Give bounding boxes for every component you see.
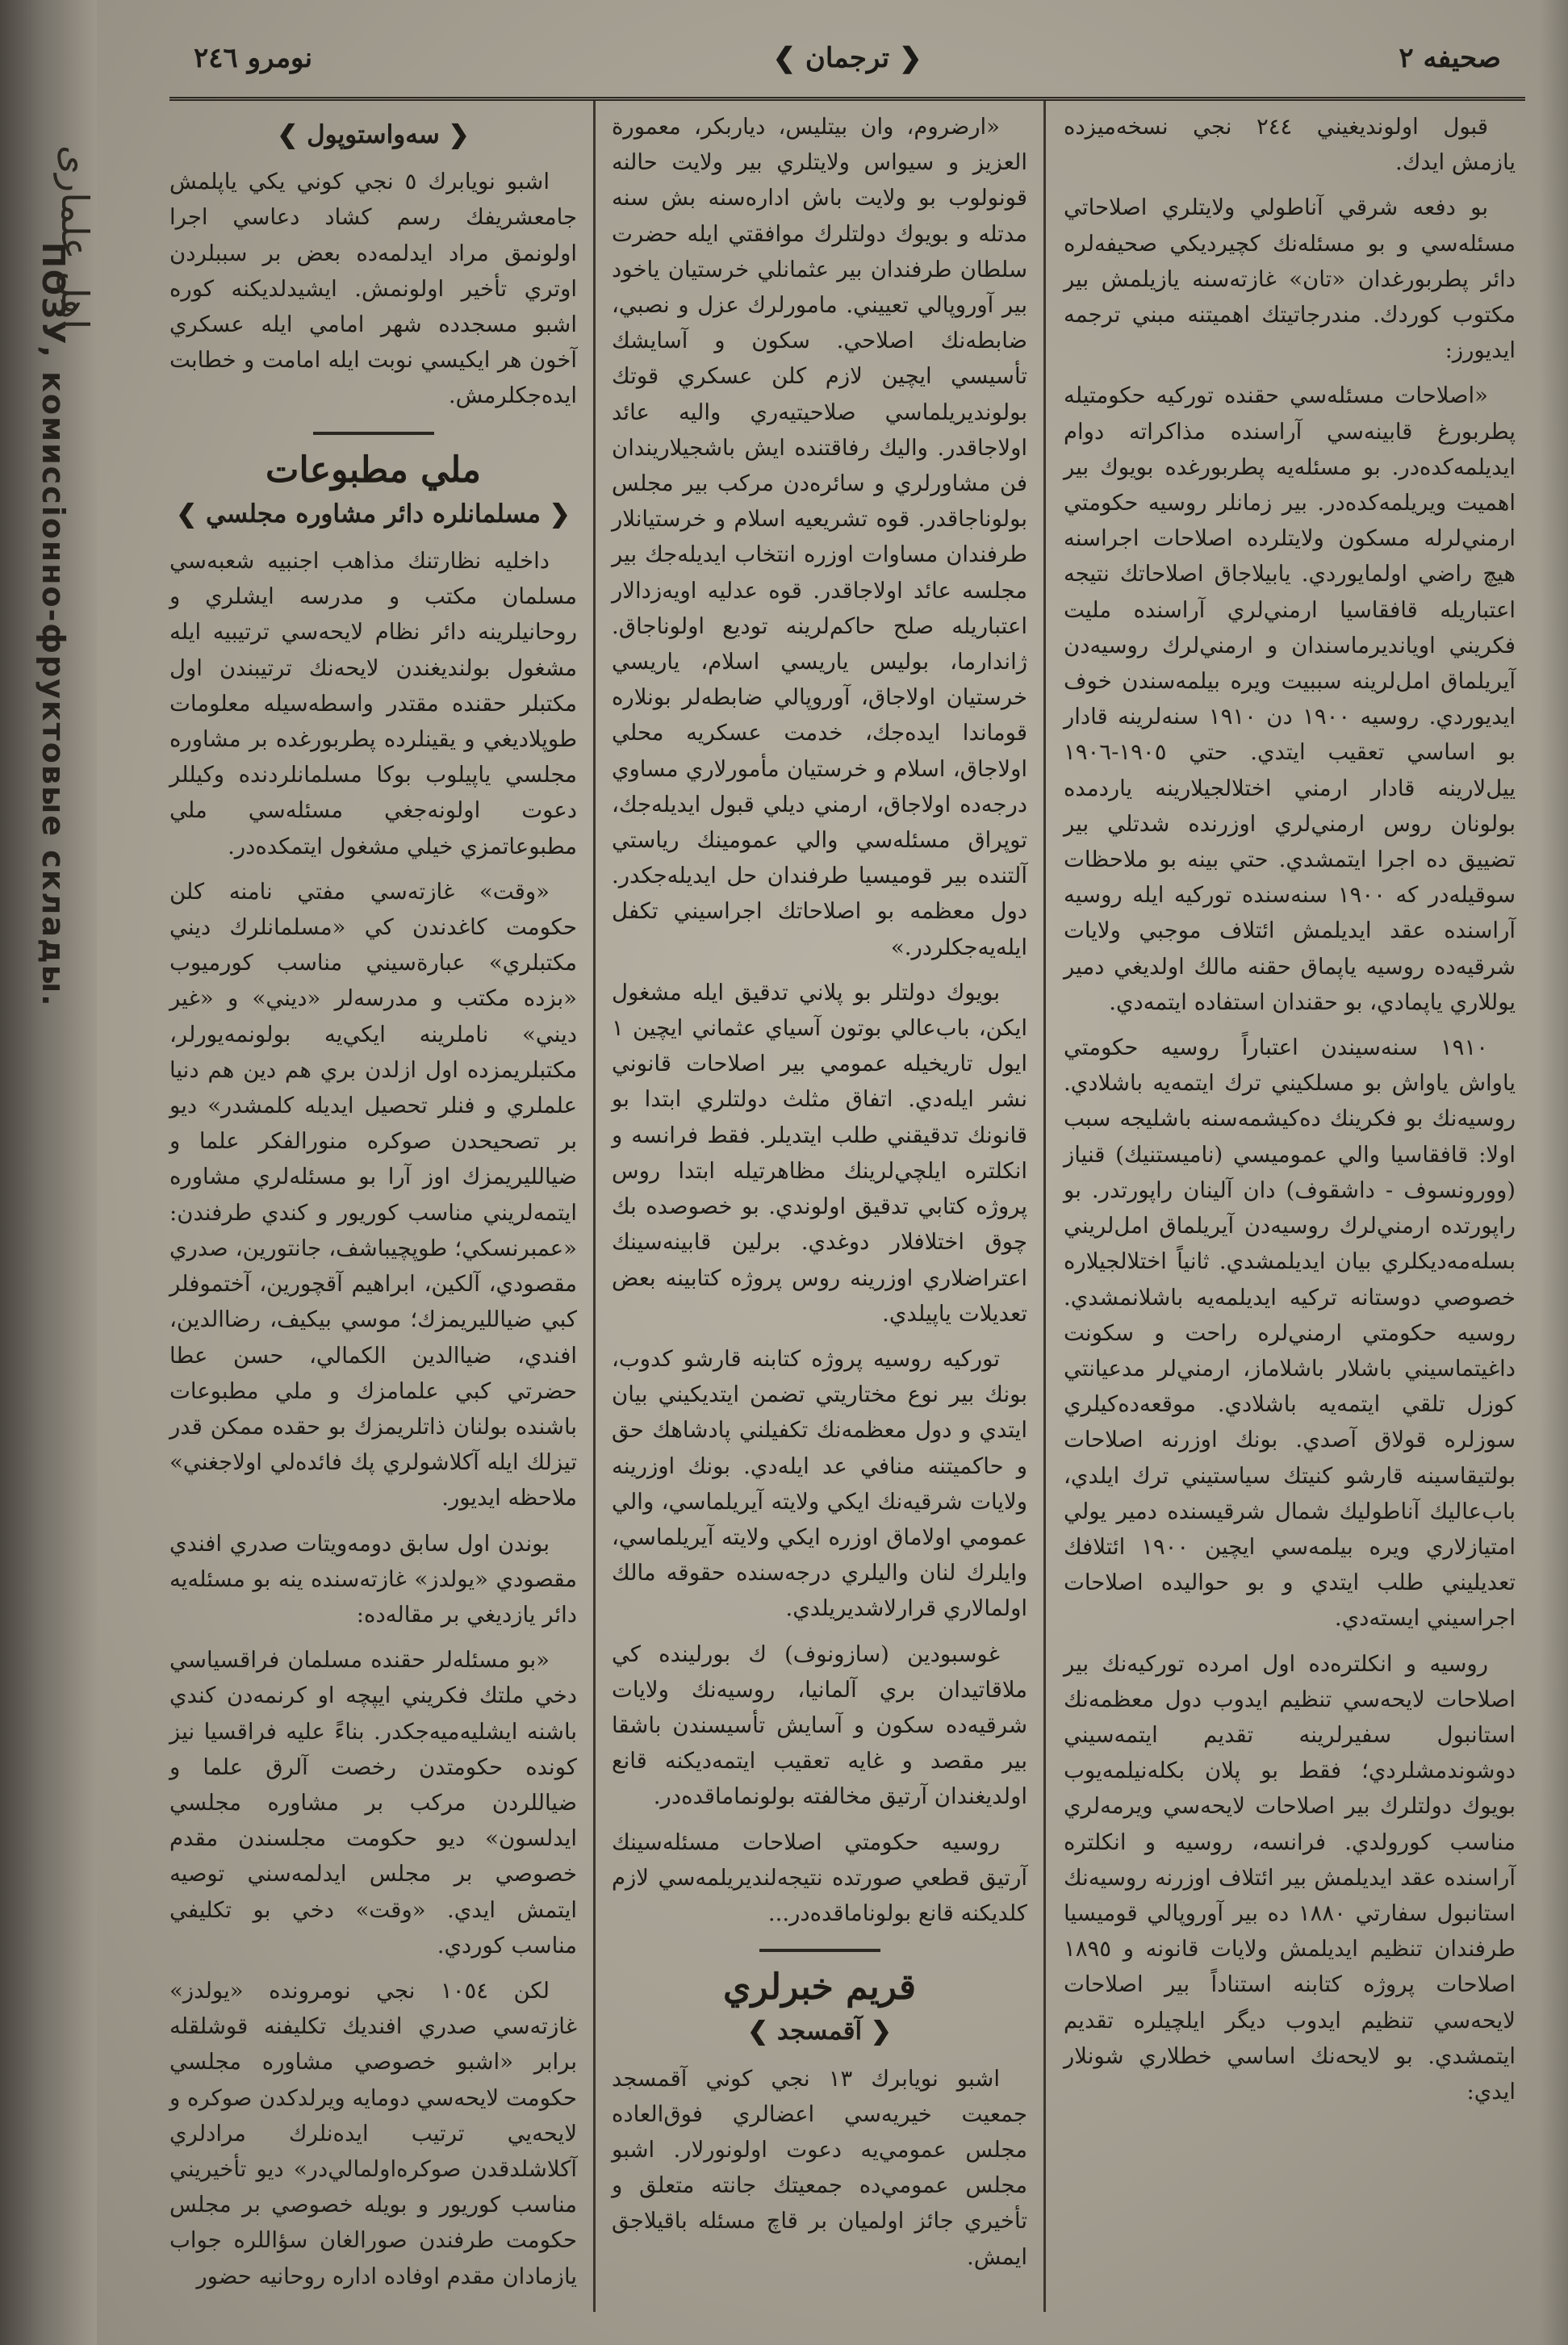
paragraph: بويوك دولتلر بو پلاني تدقيق ايله مشغول ايكن، باب‌عالي بوتون آسياي عثماني ايچين ١ ايول تاريخيله عمومي بير اصلاحات قانوني نشر ايله‌دي. اتفاق مثلث دولتلري ابتدا بو قانونك تدقيقني طلب ايتديلر. فقط فرانسه و انكلتره ايلچي‌لرينك مظاهرتيله ابتدا روس پروژه كتابي تدقيق اولوندي. بو خصوصده بك چوق اختلافلار دوغدي. برلين قابينه‌سينك اعتراضلاري اوزرينه روس پروژه كتابينه بعض تعديلات ياپيلدي. xyxy=(612,979,1027,1327)
column-rule-left xyxy=(593,101,596,2312)
page-header xyxy=(169,32,1525,97)
paragraph: «ارضروم، وان بيتليس، دياربكر، معمورة العزيز و سيواس ولايتلري بير ولايت حالنه قونولوب بو ولايت باش اداره‌سنه بش سنه مدتله و بويوك دولتلرك موافقتي ايله حضرت سلطان طرفندان بير عثمانلي خرستيان ياخود بير آوروپالي تعييني. مامورلرك عزل و نصبي، ضابطه‌نك اصلاحي. سكون و آسايشك تأسيسي ايچين لازم كلن عسكري قوتك بولونديريلماسي صلاحيتيه‌ري واليه عائد اولاجاقدر. واليك رفاقتنده ايش باشجيلاريندان فن مشاورلري و سائره‌دن مركب بير مجلس بولوناجاقدر. قوه تشريعيه اسلام و خرستيانلار طرفندان مساوات اوزره انتخاب ايديله‌جك بير مجلسه عائد اولاجاقدر. قوه عدليه اويه‌زدالار اعتباريله صلح حاكم‌لرينه توديع اولوناجاق. ژاندارما، بوليس ياريسي اسلام، ياريسي خرستيان اولاجاق، آوروپالي ضابطه‌لر بونلاره قوماندا ايده‌جك، خدمت عسكريه محلي اولاجاق، اسلام و خرستيان مأمورلاري مساوي درجه‌ده اولاجاق، ارمني ديلي قبول ايديله‌جك، توپراق مسئله‌سي والي عمومينك رياستي آلتنده بير قوميسيا طرفندان حل ايديله‌جكدر. دول معظمه بو اصلاحاتك اجراسيني تكفل ايله‌يه‌جكلردر.» xyxy=(612,114,1027,960)
section-title-crimea-news: قريم خبرلري xyxy=(722,1967,917,2009)
margin-strip xyxy=(0,0,97,2345)
paragraph: ١٩١٠ سنه‌سيندن اعتباراً روسيه حكومتي ياواش ياواش بو مسلكيني ترك ايتمه‌يه باشلادي. روسيه‌نك بو فكرينك ده‌كيشمه‌سنه باشليجه سبب اولا: قافقاسيا والي عموميسي (ناميستنيك) قنياز (وورونسوف - داشقوف) دان آلينان راپورتدر. بو راپورتده ارمني‌لرك روسيه‌دن آيريلماق امل‌لريني بسله‌مه‌ديكلري بيان ايديلمشدي. ثانياً اختلالجيلاره خصوصي دوستانه تركيه ايديلمه‌يه باشلانمشدي. روسيه حكومتي ارمني‌لره راحت و سكونت داغيتماسيني باشلار باشلاماز، ارمني‌لر مدعيانتي كوزل تلقي ايتمه‌يه باشلادي. موقعه‌ده‌كيلري سوزلره قولاق آصدي. بونك اوزرنه اصلاحات بولتيقاسينه قارشو كنيتك سياستيني ترك ايلدي، باب‌عاليك آناطوليك شمال شرقيسنده دمير يولي امتيازلاري ويره بيلمه‌سي ايچين ١٩٠٠ ائتلافك تعديليني طلب ايتدي و بو حواليده اصلاحات اجراسيني ايسته‌دي. xyxy=(1064,1035,1516,1632)
paragraph: بو دفعه شرقي آناطولي ولايتلري اصلاحاتي مسئله‌سي و بو مسئله‌نك كچيرديكي صحيفه‌لره دائر پطربورغدان «تان» غازته‌سنه يازيلمش بير مكتوب كوردك. مندرجاتيتك اهميتنه مبني ترجمه ايديورز: xyxy=(1064,194,1516,364)
column-rule-right xyxy=(1043,101,1046,2312)
paragraph: غوسبودين (سازونوف) ك بورلينده كي ملاقاتيدان بري آلمانيا، روسيه‌نك ولايات شرقيه‌ده سكون و آسايش تأسيسندن باشقا بير مقصد و غايه تعقيب ايتمه‌ديكنه قانع اولديغندان آرتيق مخالفته بولونماماقده‌در. xyxy=(612,1641,1027,1810)
paragraph: «اصلاحات مسئله‌سي حقنده توركيه حكومتيله پطربورغ قابينه‌سي آراسنده مذاكراته دوام ايديلمه‌كده‌در. بو مسئله‌يه پطربورغده بويوك بير اهميت ويريلمه‌كده‌در. بير زمانلر روسيه حكومتي ارمني‌لرله مسكون ولايتلرده اصلاحات اجراسنه هيچ راضي اولمايوردي. يابيلاجاق اصلاحاتك نتيجه اعتباريله قافقاسيا ارمني‌لري آراسنده مليت فكريني اويانديرماسندان و ارمني‌لرك روسيه‌دن آيريلماق امل‌لرينه سببيت ويره بيلمه‌سندن خوف ايديوردي. روسيه ١٩٠٠ دن ١٩١٠ سنه‌لرينه قادار بو اساسي تعقيب ايتدي. حتي ١٩٠٥-١٩٠٦ ييل‌لارينه قادار ارمني اختلالجيلارينه ياردمده بولونان روس ارمني‌لري اوزرنده شدتلي بير تضييق ده اجرا ايتمشدي. حتي بينه بو ملاحظات سوقيله‌در كه ١٩٠٠ سنه‌سنده توركيه ايله روسيه آراسنده عقد ايديلمش ائتلاف موجبي ولايات شرقيه‌ده روسيه ياپماق حقنه مالك اولديغي دمير يوللاري ياپمادي، بو حقندان استفاده ايتمه‌دي. xyxy=(1064,382,1516,1015)
column-right xyxy=(1064,109,1516,2119)
paragraph: لكن ١٠٥٤ نجي نومرونده «يولدز» غازته‌سي صدري افنديك تكليفنه قوشلقله برابر «اشبو خصوصي مشاوره مجلسي حكومت لايحه‌سي دومايه ويرلدكدن صوكره و لايحه‌يي ترتيب ايده‌نلرك مرادلري آكلاشلدقدن صوكره‌اولمالي‌در» ديو تأخيريني مناسب كوريور و بويله خصوصي بر مجلس حكومت طرفندن صورالغان سؤاللره جواب يازمادان مقدم اوفاده اداره روحانيه حضور xyxy=(169,1977,577,2289)
paragraph: «بو مسئله‌لر حقنده مسلمان فراقسياسي دخي ملتك فكريني ايپچه او كرنمه‌دن كندي باشنه ايشليه‌ميه‌جكدر. بناءً عليه فراقسيا نيز كونده حكومتدن رخصت آلرق علما و ضياللردن مركب بر مشاوره مجلسي ايدلسون» ديو حكومت مجلسندن مقدم خصوصي بر مجلس ايدلمه‌سني توصيه ايتمش ايدي. «وقت» دخي بو تكليفي مناسب كوردي. xyxy=(169,1647,577,1958)
paragraph: اشبو نويابرك ٥ نجي كوني يكي ياپلمش جامعشريفك رسم كشاد دعاسي اجرا اولونمق مراد ايدلمه‌ده بعض بر سببلردن اوتري تأخير اولونمش. ايشيدلديكنه كوره اشبو مسجدده شهر امامي ايله عسكري آخون هر ايكيسي نوبت ايله امامت و خطابت ايده‌جكلرمش. xyxy=(169,169,577,409)
page-number: صحيفه ٢ xyxy=(1399,42,1501,74)
masthead-title: ❮ ترجمان ❯ xyxy=(772,42,922,74)
paragraph: اشبو نويابرك ١٣ نجي كوني آقمسجد جمعيت خيريه‌سي اعضالري فوق‌العاده مجلس عمومي‌يه دعوت اولونورلار. اشبو مجلس عمومي‌ده جمعيتك جانته متعلق و تأخيري جائز اولميان بر قاچ مسئله باقيلاجق ايمش. xyxy=(612,2065,1027,2270)
margin-handwriting: اهل علماری xyxy=(53,145,97,330)
paragraph: «وقت» غازته‌سي مفتي نامنه كلن حكومت كاغدندن كي «مسلمانلرك ديني مكتبلري» عبارة‌سيني مناسب كورميوب «بزده مكتب و مدرسه‌لر «ديني» و «غير ديني» ناملرينه ايكي‌يه بولونمه‌يورلر، مكتبلريمزده اول ازلدن بري هم دين هم دنيا علملري و فنلر تحصيل ايديله كلمشدر» ديو بر تصحيحدن صوكره منورالفكر علما و ضيالليريمزك اوز آرا بو مسئله‌لري مشاوره ايتمه‌لريني مناسب كوريور و كندي طرفندن: «عمبرنسكي؛ طوپچيباشف، جانتورين، صدري مقصودي، آلكين، ابراهيم آقچورين، آختموفلر كبي ضيالليريمزك؛ موسي بيكيف، رضاالدين، افندي، ضياالدين الكمالي، حسن عطا حضرتي كبي علمامزك و ملي مطبوعات باشنده بولنان ذاتلريمزك بو حقده ممكن قدر تيزلك ايله آكلاشولري پك فائده‌لي اولاجغني» ملاحظه ايديور. xyxy=(169,878,577,1511)
issue-number: نومرو ٢٤٦ xyxy=(194,42,313,74)
paragraph: روسيه و انكلتره‌ده اول امرده توركيه‌نك بير اصلاحات لايحه‌سي تنظيم ايدوب دول معظمه‌نك استانبول سفيرلرينه تقديم ايتمه‌سيني دوشوندمشلردي؛ فقط بو پلان بكله‌نيلمه‌يوب بويوك دولتلرك بير اصلاحات لايحه‌سي ويرمه‌لري مناسب كورولدي. فرانسه، روسيه و انكلتره آراسنده عقد ايديلمش بير ائتلاف اوزرنه روسيه‌نك استانبول سفارتي ١٨٨٠ ده بير آوروپالي قوميسيا طرفندان تنظيم ايديلمش ولايات قانونه و ١٨٩٥ اصلاحات پروژه كتابنه استناداً بير اصلاحات لايحه‌سي تنظيم ايدوب ديگر ايلچيلره تقديم ايتمشدي. بو لايحه‌نك اساسي خطلاري شونلار ايدي: xyxy=(1064,1650,1516,2105)
paragraph: قبول اولونديغيني ٢٤٤ نجي نسخه‌ميزده يازمش ايدك. xyxy=(1064,114,1516,176)
paragraph: داخليه نظارتنك مذاهب اجنبيه شعبه‌سي مسلمان مكتب و مدرسه ايشلري و روحانيلرينه دائر نظام لايحه‌سي ترتيبيه ايله مشغول بولنديغندن لايحه‌نك ترتيبندن اول مكتبلر حقنده مقتدر واسطه‌سيله معلومات طوپلاديغي و يقينلرده پطربورغده بر مشاوره مجلسي ياپيلوب بوكا مسلمانلردنده وكيللر دعوت اولونه‌جغي مسئله‌سي ملي مطبوعاتمزي خيلي مشغول ايتمكده‌در. xyxy=(169,548,577,859)
subheading-akmesjid: ❮ آقمسجد ❯ xyxy=(747,2017,892,2046)
subheading-sevastopol: ❮ سه‌واستوپول ❯ xyxy=(277,120,470,149)
section-rule xyxy=(313,432,434,435)
paragraph: روسيه حكومتي اصلاحات مسئله‌سينك آرتيق قطعي صورتده نتيجه‌لنديريلمه‌سي لازم كلديكنه قانع بولوناماقده‌در... xyxy=(612,1829,1027,1926)
paragraph: بوندن اول سابق دومه‌ويتات صدري افندي مقصودي «يولدز» غازته‌سنده ينه بو مسئله‌يه دائر يازديغي بر مقاله‌ده: xyxy=(169,1530,577,1628)
section-rule xyxy=(759,1949,880,1952)
page-edge-shadow xyxy=(1539,0,1568,2345)
library-stamp: ПОЗУ, комиссіонно-фруктовые склады. xyxy=(36,242,71,1008)
column-left xyxy=(169,109,577,2304)
section-title-national-press: ملي مطبوعات xyxy=(266,449,481,491)
header-rule xyxy=(169,97,1525,101)
paragraph: توركيه روسيه پروژه كتابنه قارشو كدوب، بونك بير نوع مختاريتي تضمن ايتديكيني بيان ايتدي و دول معظمه‌نك تكفيلني پادشاهك حق و حاكميتنه منافي عد ايله‌دي. بونك اوزرينه ولايات شرقيه‌نك ايكي ولايته آيريلماسي، والي عمومي اولاماق اوزره ايكي ولايته آيريلماسي، وايلرك لنان واليلري درجه‌سنده حقوقه مالك اولمالاري قرارلاشديريلدي. xyxy=(612,1345,1027,1622)
subheading-consultation-council: ❮ مسلمانلره دائر مشاوره مجلسي ❯ xyxy=(176,499,571,529)
column-middle xyxy=(612,109,1027,2284)
